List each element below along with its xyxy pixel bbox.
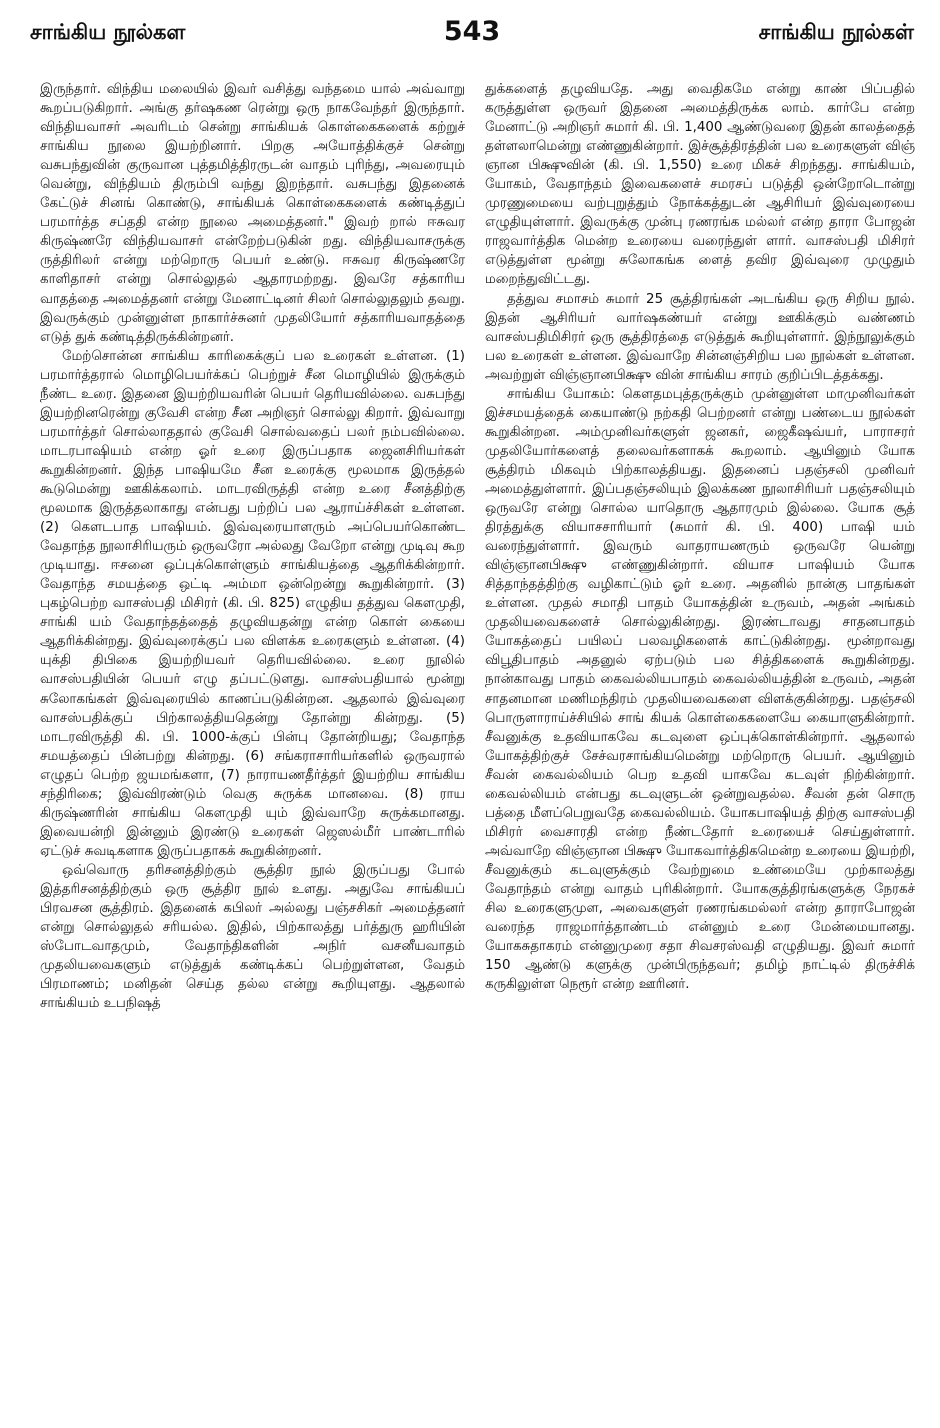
running-title-left: சாங்கிய நூல்கள bbox=[30, 20, 186, 44]
paragraph: ஒவ்வொரு தரிசனத்திற்கும் சூத்திர நூல் இருப்பது போல் இத்தரிசனத்திற்கும் ஒரு சூத்திர நூல் உளது. அதுவே சாங்கியப் பிரவசன சூத்திரம். இதனைக் கபிலர் அல்லது பஞ்சசிகர் அமைத்தனர் என்று சொல்லுதல் சரியல்ல. இதில், பிற்காலத்து பர்த்துரு ஹரியின் ஸ்போடவாதமும், வேதாந்திகளின் அநிர் வசனீயவாதம் முதலியவைகளும் எடுத்துக் கண்டிக்கப் பெற்றுள்ளன, வேதம் பிரமாணம்; மனிதன் செய்த தல்ல என்று கூறியுளது. ஆதலால் சாங்கியம் உபநிஷத் bbox=[40, 862, 465, 1012]
paragraph: இருந்தார். விந்திய மலையில் இவர் வசித்து வந்தமை யால் அவ்வாறு கூறப்படுகிறார். அங்கு தர்ஷகண ரென்று ஒரு நாகவேந்தர் இருந்தார். விந்தியவாசர் அவரிடம் சென்று சாங்கியக் கொள்கைகளைக் கற்றுச் சாங்கிய நூலை இயற்றினார். பிறகு அயோத்திக்குச் சென்று வசுபந்துவின் குருவான புத்தமித்திரருடன் வாதம் புரிந்து, அவரையும் வென்று, விந்தியம் திரும்பி வந்து இறந்தார். வசுபந்து இதனைக் கேட்டுச் சினங் கொண்டு, சாங்கியக் கொள்கைகளைக் கண்டித்துப் பரமார்த்த சப்ததி என்ற நூலை அமைத்தனர்." இவற் றால் ஈசுவர கிருஷ்ணரே விந்தியவாசர் என்றேற்படுகின் றது. விந்தியவாசருக்கு ருத்திரிலர் என்று மற்றொரு பெயர் உண்டு. ஈசுவர கிருஷ்ணரே காளிதாசர் என்று சொல்லுதல் ஆதாரமற்றது. இவரே சத்காரிய வாதத்தை அமைத்தனர் என்று மேனாட்டினர் சிலர் சொல்லுதலும் தவறு. இவருக்கும் முன்னுள்ள நாகார்ச்சுனர் முதலியோர் சத்காரியவாதத்தை எடுத் துக் கண்டித்திருக்கின்றனர். bbox=[40, 82, 465, 345]
page-number: 543 bbox=[443, 16, 501, 47]
paragraph: சாங்கிய யோகம்: கௌதமபுத்தருக்கும் முன்னுள்ள மாமுனிவர்கள் இச்சமயத்தைக் கையாண்டு நற்கதி பெற்றனர் என்று பண்டைய நூல்கள் கூறுகின்றன. அம்முனிவர்களுள் ஜனகர், ஜைகீஷவ்யர், பாராசரர் முதலியோர்களைத் தலைவர்களாகக் கூறலாம். ஆயினும் யோக சூத்திரம் மிகவும் பிற்காலத்தியது. இதனைப் பதஞ்சலி முனிவர் அமைத்துள்ளார். இப்பதஞ்சலியும் இலக்கண நூலாசிரியர் பதஞ்சலியும் ஒருவரே என்று சொல்ல யாதொரு ஆதாரமும் இல்லை. யோக சூத் திரத்துக்கு வியாசசாரியார் (சுமார் கி. பி. 400) பாஷி யம் வரைந்துள்ளார். இவரும் வாதராயணரும் ஒருவரே யென்று விஞ்ஞானபிக்ஷு எண்ணுகின்றார். வியாச பாஷியம் யோக சித்தாந்தத்திற்கு வழிகாட்டும் ஓர் உரை. அதனில் நான்கு பாதங்கள் உள்ளன. முதல் சமாதி பாதம் யோகத்தின் உருவம், அதன் அங்கம் முதலியவைகளைச் சொல்லுகின்றது. இரண்டாவது சாதனபாதம் யோகத்தைப் பயிலப் பலவழிகளைக் காட்டுகின்றது. மூன்றாவது விபூதிபாதம் அதனுல் ஏற்படும் பல சித்திகளைக் கூறுகின்றது. நான்காவது பாதம் கைவல்லியபாதம் கைவல்லியத்தின் உருவம், அதன் சாதனமான மணிமந்திரம் முதலியவைகளை விளக்குகின்றது. பதஞ்சலி பொருளாராய்ச்சியில் சாங் கியக் கொள்கைகளையே கையாளுகின்றார். சீவனுக்கு உதவியாகவே கடவுளை ஒப்புக்கொள்கின்றார். ஆதலால் யோகத்திற்குச் சேச்வரசாங்கியமென்று மற்றொரு பெயர். ஆயினும் சீவன் கைவல்லியம் பெற உதவி யாகவே கடவுள் நிற்கின்றார். கைவல்லியம் என்பது கடவுளுடன் ஒன்றுவதல்ல. சீவன் தன் சொரு பத்தை மீளப்பெறுவதே கைவல்லியம். யோகபாஷியத் திற்கு வாசஸ்பதி மிசிரர் வைசாரதி என்ற நீண்டதோர் உரையைச் செய்துள்ளார். அவ்வாறே விஞ்ஞான பிக்ஷு யோகவார்த்திகமென்ற உரையை இயற்றி, சீவனுக்கும் கடவுளுக்கும் வேற்றுமை உண்மையே முற்காலத்து வேதாந்தம் என்று வாதம் புரிகின்றார். யோககுத்திரங்களுக்கு நேரகச் சில உரைகளுமுள, அவைகளுள் ரணரங்கமல்லர் என்ற தாராபோஜன் வரைந்த ராஜமார்த்தாண்டம் என்னும் உரை மேன்மையானது. யோகசுதாகரம் என்னுமுரை சதா சிவசரஸ்வதி எழுதியது. இவர் சுமார் 150 ஆண்டு களுக்கு முன்பிருந்தவர்; தமிழ் நாட்டில் திருச்சிக் கருகிலுள்ள நெரூர் என்ற ஊரினர். bbox=[485, 386, 915, 993]
running-title-right: சாங்கிய நூல்கள் bbox=[758, 20, 914, 44]
page-header bbox=[30, 16, 914, 56]
left-column bbox=[40, 80, 465, 1410]
paragraph: மேற்சொன்ன சாங்கிய காரிகைக்குப் பல உரைகள் உள்ளன. (1) பரமார்த்தரால் மொழிபெயர்க்கப் பெற்றுச் சீன மொழியில் இருக்கும் நீண்ட உரை. இதனை இயற்றியவரின் பெயர் தெரியவில்லை. வசுபந்து இயற்றினரென்று குவேசி என்ற சீன அறிஞர் சொல்லு கிறார். இவ்வாறு பரமார்த்தர் சொல்லாததால் குவேசி சொல்வதைப் பலர் நம்பவில்லை. மாடரபாஷியம் என்ற ஓர் உரை இருப்பதாக ஜைனசிரியர்கள் கூறுகின்றனர். இந்த பாஷியமே சீன உரைக்கு மூலமாக இருத்தல் கூடுமென்று ஊகிக்கலாம். மாடரவிருத்தி என்ற உரை சீனத்திற்கு மூலமாக இருத்தலாகாது என்பது பற்றிப் பல ஆராய்ச்சிகள் உள்ளன. (2) கௌடபாத பாஷியம். இவ்வுரையாளரும் அப்பெயர்கொண்ட வேதாந்த நூலாசிரியரும் ஒருவரோ அல்லது வேறோ என்று முடிவு கூற முடியாது. ஈசனை ஒப்புக்கொள்ளும் சாங்கியத்தை ஆதரிக்கின்றார். வேதாந்த சமயத்தை ஒட்டி அம்மா ஒன்றென்று கூறுகின்றார். (3) புகழ்பெற்ற வாசஸ்பதி மிசிரர் (கி. பி. 825) எழுதிய தத்துவ கௌமுதி, சாங்கி யம் வேதாந்தத்தைத் தழுவியதன்று என்ற கொள் கையை ஆதரிக்கின்றது. இவ்வுரைக்குப் பல விளக்க உரைகளும் உள்ளன. (4) யுக்தி திபிகை இயற்றியவர் தெரியவில்லை. உரை நூலில் வாசஸ்பதியின் பெயர் எழு தப்பட்டுளது. வாசஸ்பதியால் மூன்று சுலோகங்கள் இவ்வுரையில் காணப்படுகின்றன. ஆதலால் இவ்வுரை வாசஸ்பதிக்குப் பிற்காலத்தியதென்று தோன்று கின்றது. (5) மாடரவிருத்தி கி. பி. 1000-க்குப் பின்பு தோன்றியது; வேதாந்த சமயத்தைப் பின்பற்று கின்றது. (6) சங்கராசாரியர்களில் ஒருவரால் எழுதப் பெற்ற ஜயமங்களா, (7) நாராயணதீர்த்தர் இயற்றிய சாங்கிய சந்திரிகை; இவ்விரண்டும் வெகு சுருக்க மானவை. (8) ராய கிருஷ்ணரின் சாங்கிய கௌமுதி யும் இவ்வாறே சுருக்கமானது. இவையன்றி இன்னும் இரண்டு உரைகள் ஜெஸல்மீர் பாண்டாரில் ஏட்டுச் சுவடிகளாக இருப்பதாகக் கூறுகின்றனர். bbox=[40, 348, 465, 859]
paragraph: துக்களைத் தழுவியதே. அது வைதிகமே என்று காண் பிப்பதில் கருத்துள்ள ஒருவர் இதனை அமைத்திருக்க லாம். கார்பே என்ற மேனாட்டு அறிஞர் சுமார் கி. பி. 1,400 ஆண்டுவரை இதன் காலத்தைத் தள்ளலாமென்று எண்ணுகின்றார். இச்சூத்திரத்தின் பல உரைகளுள் விஞ் ஞான பிக்ஷுவின் (கி. பி. 1,550) உரை மிகச் சிறந்தது. சாங்கியம், யோகம், வேதாந்தம் இவைகளைச் சமரசப் படுத்தி ஒன்றோடொன்று முரணுமையை வற்புறுத்தும் நோக்கத்துடன் ஆசிரியர் இவ்வுரையை எழுதியுள்ளார். இவருக்கு முன்பு ரணரங்க மல்லர் என்ற தாரா போஜன் ராஜவார்த்திக மென்ற உரையை வரைந்துள் ளார். வாசஸ்பதி மிசிரர் எடுத்துள்ள மூன்று சுலோகங்க ளைத் தவிர இவ்வுரை முழுதும் மறைந்துவிட்டது. bbox=[485, 82, 915, 288]
right-column bbox=[485, 80, 915, 1410]
paragraph: தத்துவ சமாசம் சுமார் 25 சூத்திரங்கள் அடங்கிய ஒரு சிறிய நூல். இதன் ஆசிரியர் வார்ஷகண்யர் என்று ஊகிக்கும் வண்ணம் வாசஸ்பதிமிசிரர் ஒரு சூத்திரத்தை எடுத்துக் கூறியுள்ளார். இந்நூலுக்கும் பல உரைகள் உள்ளன. இவ்வாறே சின்னஞ்சிறிய பல நூல்கள் உள்ளன. அவற்றுள் விஞ்ஞானபிக்ஷு வின் சாங்கிய சாரம் குறிப்பிடத்தக்கது. bbox=[485, 291, 915, 383]
